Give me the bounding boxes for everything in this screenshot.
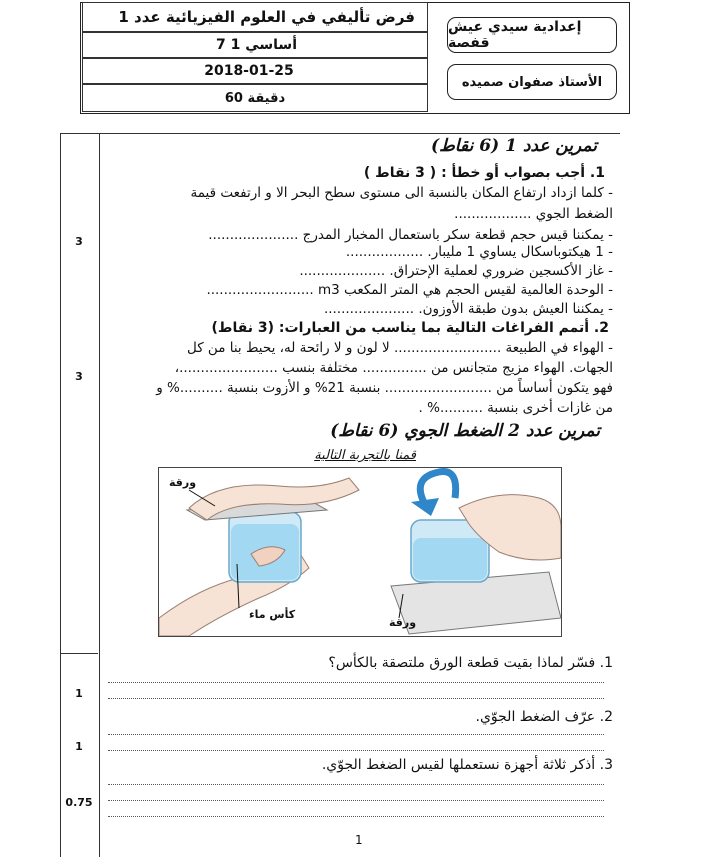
ex1-item: - 1 هيكتوباسكال يساوي 1 مليبار. .................. <box>345 244 613 260</box>
question-2: 2. عرّف الضغط الجوّي. <box>475 709 613 725</box>
experiment-figure <box>158 467 562 637</box>
duration: 60 دقيقة <box>82 84 428 112</box>
q3-score: 0.75 <box>65 796 93 809</box>
exercise2-title: تمرين عدد 2 الضغط الجوي (6 نقاط) <box>330 421 600 441</box>
frame-top <box>60 133 620 134</box>
date: 2018-01-25 <box>82 58 428 84</box>
label-paper-top: ورقة <box>169 476 197 489</box>
ex1-fill-line: من غازات أخرى بنسبة ..........% . <box>418 400 613 416</box>
score-divider <box>60 653 98 654</box>
exam-title: فرض تأليفي في العلوم الفيزيائية عدد 1 <box>82 2 428 32</box>
ex1-item: - غاز الأكسجين ضروري لعملية الإحتراق. .................... <box>299 263 613 279</box>
answer-line[interactable] <box>108 800 604 801</box>
answer-line[interactable] <box>108 750 604 751</box>
label-paper-bottom: ورقة <box>389 616 417 629</box>
level: 7 أساسي 1 <box>82 32 428 58</box>
question-3: 3. أذكر ثلاثة أجهزة نستعملها لقيس الضغط الجوّي. <box>321 757 613 773</box>
ex1-part2-score: 3 <box>75 370 83 383</box>
ex1-item: - يمكننا قيس حجم قطعة سكر باستعمال المخبار المدرج ..................... <box>208 227 613 243</box>
ex1-item: - الوحدة العالمية لقيس الحجم هي المتر المكعب m3 ......................... <box>206 282 613 298</box>
label-glass: كأس ماء <box>249 608 296 621</box>
ex1-item: الضغط الجوي .................. <box>454 206 613 222</box>
exercise1-title: تمرين عدد 1 (6 نقاط) <box>431 136 597 156</box>
q2-score: 1 <box>75 740 83 753</box>
ex2-intro: قمنا بالتجربة التالية <box>314 448 416 463</box>
answer-line[interactable] <box>108 816 604 817</box>
ex1-part1-heading: 1. أجب بصواب أو خطأ : ( 3 نقاط ) <box>363 165 605 181</box>
page-number: 1 <box>355 833 363 847</box>
ex1-part2-heading: 2. أتمم الفراغات التالية بما يناسب من العبارات: (3 نقاط) <box>211 320 609 336</box>
school-box: إعدادية سيدي عيش قفصة <box>447 17 617 53</box>
answer-line[interactable] <box>108 682 604 683</box>
experiment-illustration <box>159 468 561 636</box>
answer-line[interactable] <box>108 734 604 735</box>
teacher-box: الأستاذ صفوان صميده <box>447 64 617 100</box>
question-1: 1. فسّر لماذا بقيت قطعة الورق ملتصقة بالكأس؟ <box>328 655 613 671</box>
ex1-item: - كلما ازداد ارتفاع المكان بالنسبة الى مستوى سطح البحر الا و ارتفعت قيمة <box>190 185 613 201</box>
ex1-fill-line: الجهات. الهواء مزيج متجانس من ............... مختلفة بنسب .......................، <box>174 360 613 376</box>
answer-line[interactable] <box>108 698 604 699</box>
q1-score: 1 <box>75 687 83 700</box>
ex1-item: - يمكننا العيش بدون طبقة الأوزون. ..................... <box>323 301 613 317</box>
ex1-fill-line: فهو يتكون أساساً من ......................... بنسبة 21% و الأزوت بنسبة ..........% و <box>156 380 613 396</box>
ex1-fill-line: - الهواء في الطبيعة ......................... لا لون و لا رائحة له، يحيط بنا من كل <box>186 340 613 356</box>
ex1-part1-score: 3 <box>75 235 83 248</box>
answer-line[interactable] <box>108 784 604 785</box>
